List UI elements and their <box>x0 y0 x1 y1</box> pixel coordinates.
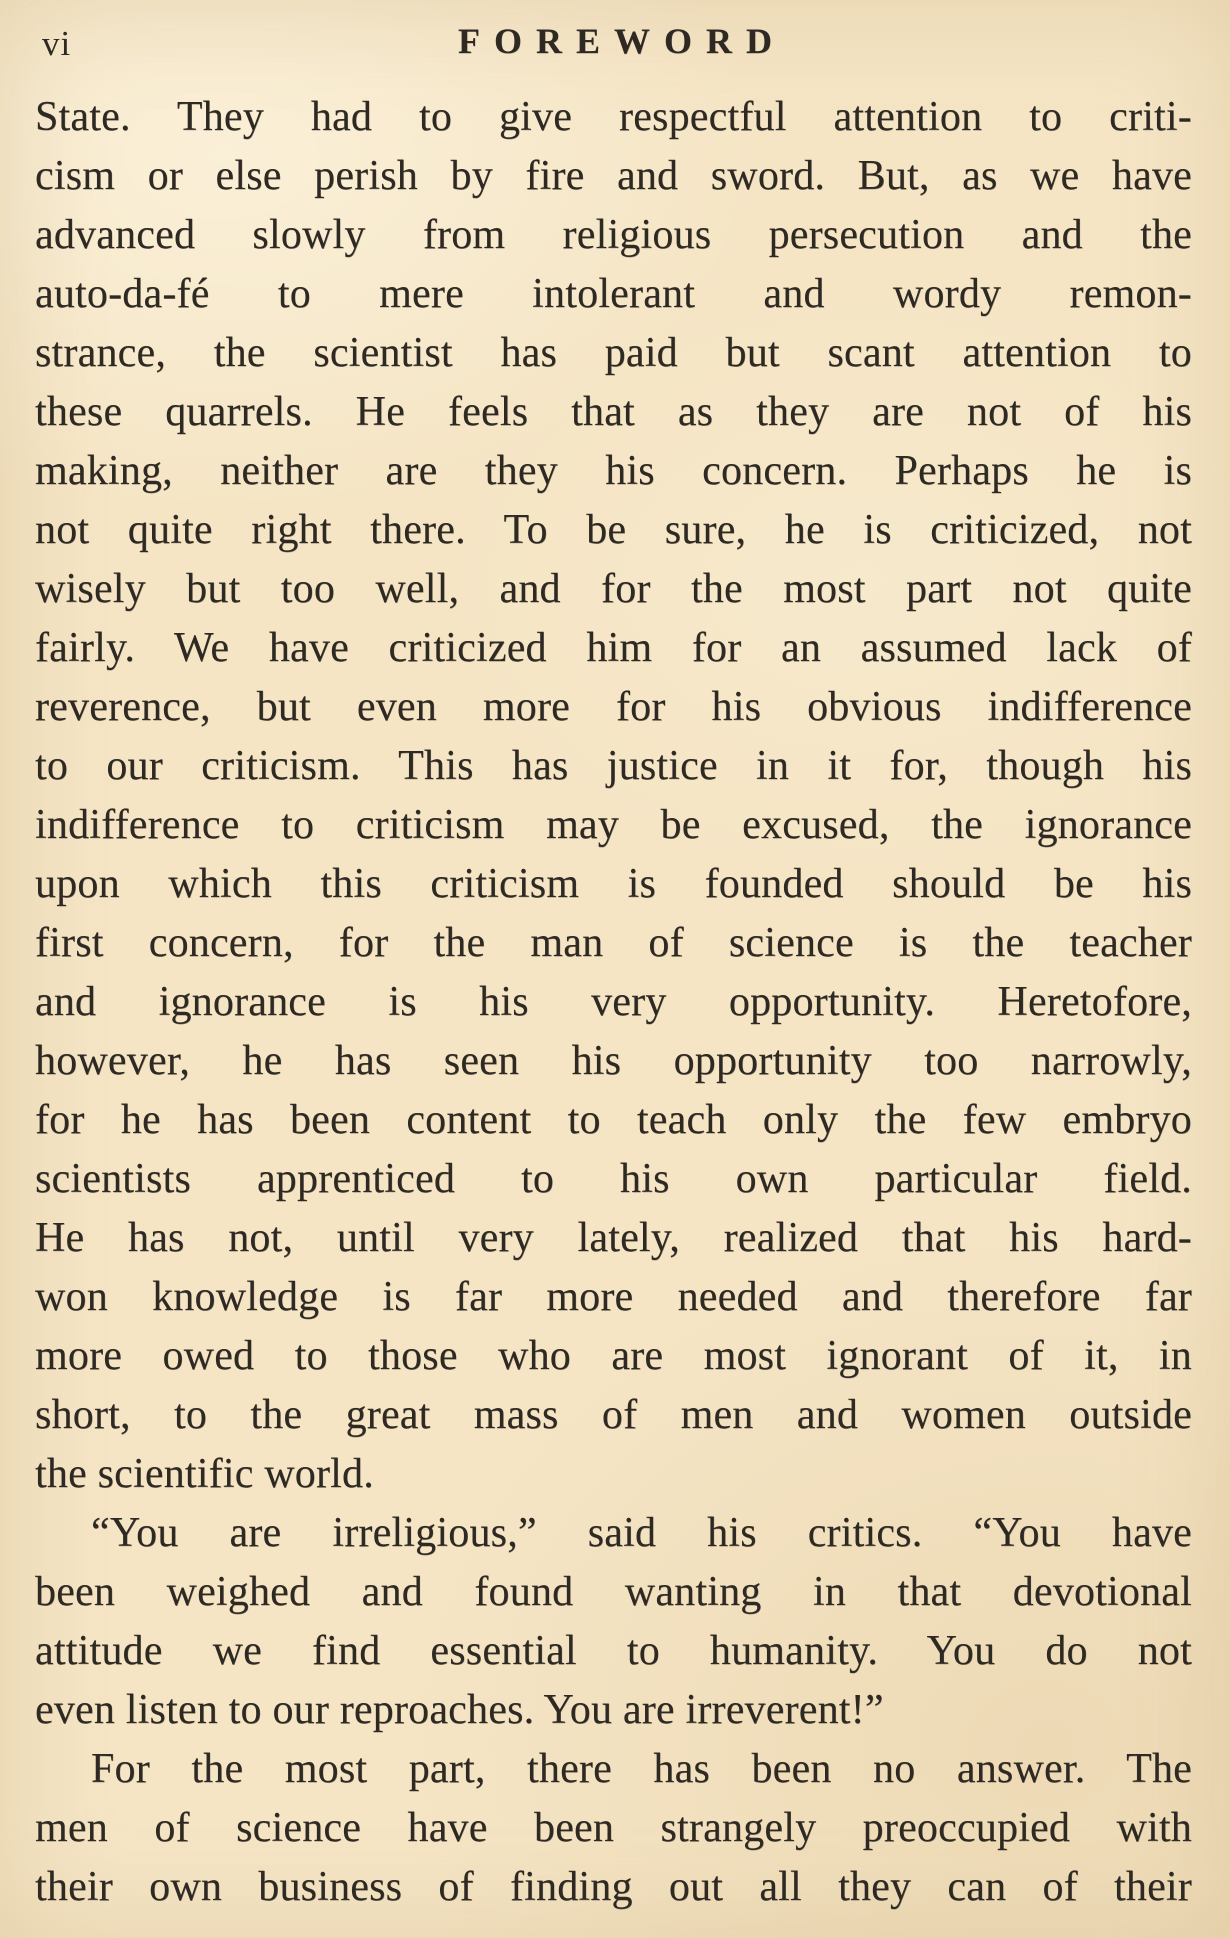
text-line: however, he has seen his opportunity too narrowly, <box>35 1038 1192 1084</box>
text-line: first concern, for the man of science is the teacher <box>35 920 1192 966</box>
text-line: these quarrels. He feels that as they are not of his <box>35 389 1192 435</box>
page-body <box>35 88 1192 1917</box>
text-line: “You are irreligious,” said his critics. “You have <box>91 1510 1192 1556</box>
text-line: the scientific world. <box>35 1451 374 1497</box>
text-line: State. They had to give respectful attention to criti- <box>35 94 1192 140</box>
text-line: attitude we find essential to humanity. You do not <box>35 1628 1192 1674</box>
page-header <box>0 16 1230 72</box>
text-line: He has not, until very lately, realized that his hard- <box>35 1215 1192 1261</box>
paragraph <box>35 1504 1192 1740</box>
text-line: upon which this criticism is founded should be his <box>35 861 1192 907</box>
text-line: making, neither are they his concern. Perhaps he is <box>35 448 1192 494</box>
text-line: fairly. We have criticized him for an assumed lack of <box>35 625 1192 671</box>
text-line: men of science have been strangely preoccupied with <box>35 1805 1192 1851</box>
text-line: cism or else perish by fire and sword. But, as we have <box>35 153 1192 199</box>
text-line: and ignorance is his very opportunity. Heretofore, <box>35 979 1192 1025</box>
text-line: scientists apprenticed to his own particular field. <box>35 1156 1192 1202</box>
text-line: even listen to our reproaches. You are irreverent!” <box>35 1687 884 1733</box>
paragraph <box>35 1740 1192 1917</box>
text-line: strance, the scientist has paid but scant attention to <box>35 330 1192 376</box>
page-title: FOREWORD <box>458 21 786 61</box>
text-line: indifference to criticism may be excused, the ignorance <box>35 802 1192 848</box>
text-line: their own business of finding out all they can of their <box>35 1864 1192 1910</box>
text-line: advanced slowly from religious persecution and the <box>35 212 1192 258</box>
text-line: to our criticism. This has justice in it for, though his <box>35 743 1192 789</box>
text-line: for he has been content to teach only the few embryo <box>35 1097 1192 1143</box>
text-line: not quite right there. To be sure, he is criticized, not <box>35 507 1192 553</box>
text-line: been weighed and found wanting in that devotional <box>35 1569 1192 1615</box>
text-line: more owed to those who are most ignorant of it, in <box>35 1333 1192 1379</box>
text-line: won knowledge is far more needed and therefore far <box>35 1274 1192 1320</box>
text-line: short, to the great mass of men and women outside <box>35 1392 1192 1438</box>
page-number: vi <box>42 24 72 63</box>
text-line: wisely but too well, and for the most part not quite <box>35 566 1192 612</box>
text-line: reverence, but even more for his obvious indifference <box>35 684 1192 730</box>
paragraph <box>35 88 1192 1504</box>
text-line: For the most part, there has been no answer. The <box>91 1746 1192 1792</box>
text-line: auto-da-fé to mere intolerant and wordy remon- <box>35 271 1192 317</box>
